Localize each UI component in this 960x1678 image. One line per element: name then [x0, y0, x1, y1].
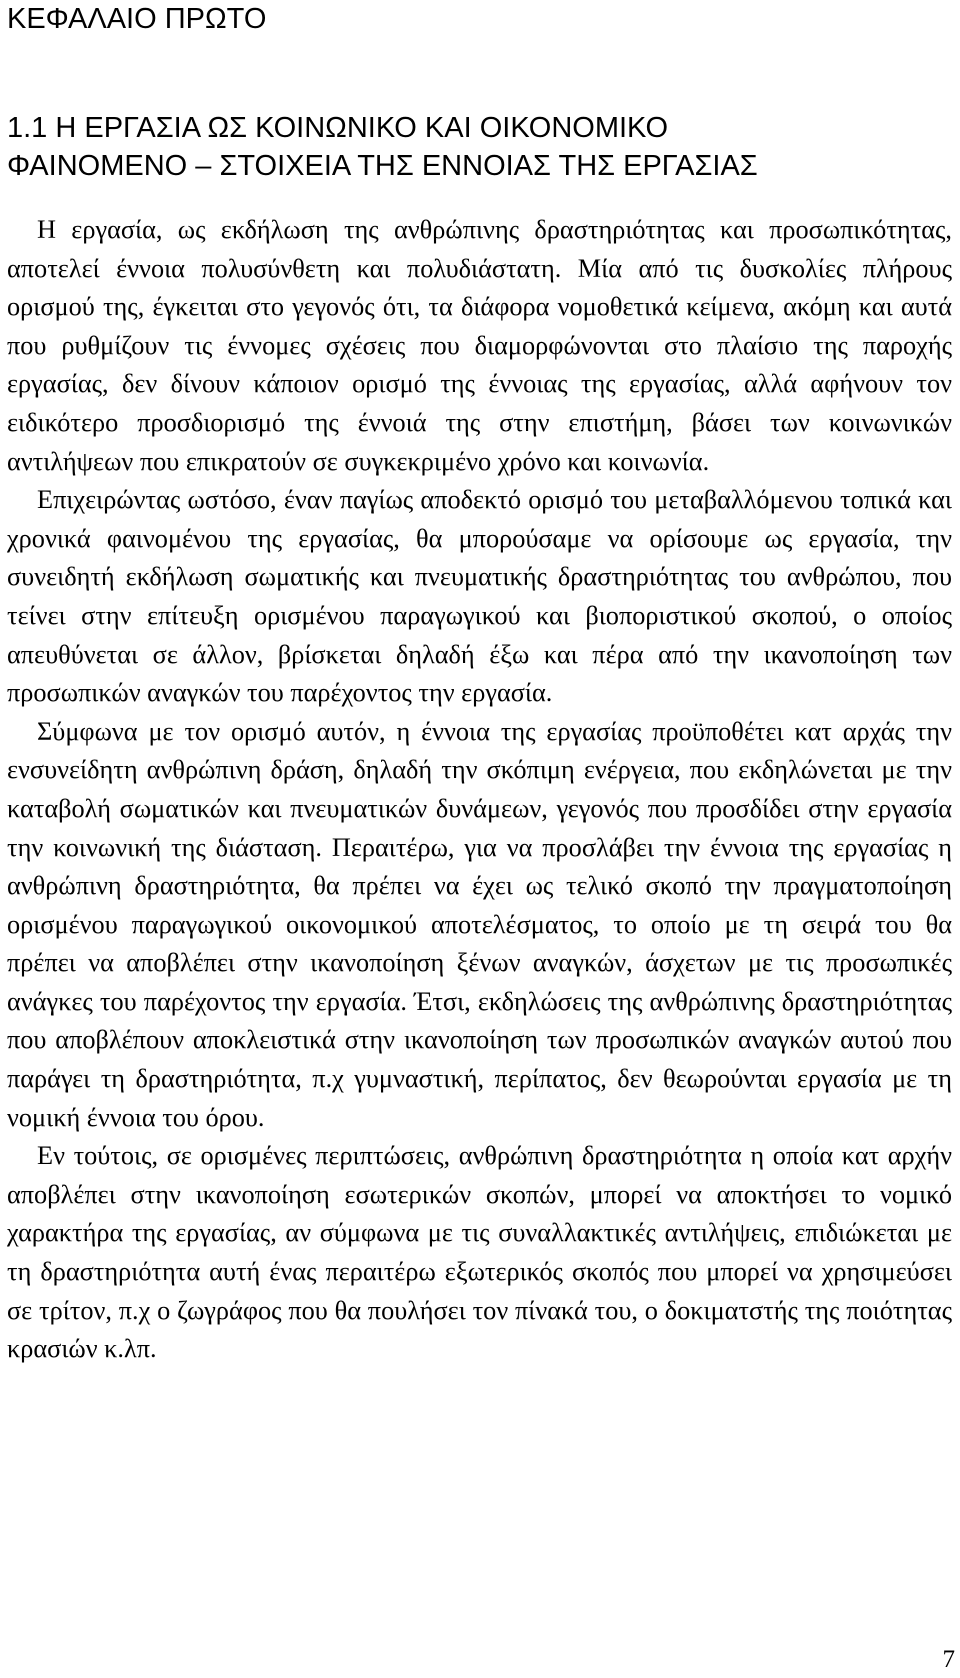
chapter-title: ΚΕΦΑΛΑΙΟ ΠΡΩΤΟ — [7, 3, 267, 35]
paragraph-1: Η εργασία, ως εκδήλωση της ανθρώπινης δραστηριότητας και προσωπικότητας, αποτελεί έννοια πολυσύνθετη και πολυδιάστατη. Μία από τις δυσκολίες πλήρους ορισμού της, έγκειται στο γεγονός ότι, τα διάφορα νομοθετικά κείμενα, ακόμη και αυτά που ρυθμίζουν τις έννομες σχέσεις που διαμορφώνονται στο πλαίσιο της παροχής εργασίας, δεν δίνουν κάποιον ορισμό της έννοιας της εργασίας, αλλά αφήνουν τον ειδικότερο προσδιορισμό της έννοιά της στην επιστήμη, βάσει των κοινωνικών αντιλήψεων που επικρατούν σε συγκεκριμένο χρόνο και κοινωνία. — [7, 215, 952, 476]
paragraph-2: Επιχειρώντας ωστόσο, έναν παγίως αποδεκτό ορισμό του μεταβαλλόμενου τοπικά και χρονικά φαινομένου της εργασίας, θα μπορούσαμε να ορίσουμε ως εργασία, την συνειδητή εκδήλωση σωματικής και πνευματικής δραστηριότητας του ανθρώπου, που τείνει στην επίτευξη ορισμένου παραγωγικού και βιοποριστικού σκοπού, ο οποίος απευθύνεται σε άλλον, βρίσκεται δηλαδή έξω και πέρα από την ικανοποίηση των προσωπικών αναγκών του παρέχοντος την εργασία. — [7, 485, 952, 708]
section-heading-line-1: 1.1 Η ΕΡΓΑΣΙΑ ΩΣ ΚΟΙΝΩΝΙΚΟ ΚΑΙ ΟΙΚΟΝΟΜΙΚΟ — [7, 112, 669, 144]
page-number: 7 — [942, 1646, 955, 1673]
body-text — [7, 211, 952, 1369]
section-heading — [7, 109, 952, 185]
section-heading-line-2: ΦΑΙΝΟΜΕΝΟ – ΣΤΟΙΧΕΙΑ ΤΗΣ ΕΝΝΟΙΑΣ ΤΗΣ ΕΡΓΑΣΙΑΣ — [7, 150, 758, 182]
paragraph-3: Σύμφωνα με τον ορισμό αυτόν, η έννοια της εργασίας προϋποθέτει κατ αρχάς την ενσυνείδητη ανθρώπινη δράση, δηλαδή την σκόπιμη ενέργεια, που εκδηλώνεται με την καταβολή σωματικών και πνευματικών δυνάμεων, γεγονός που προσδίδει στην εργασία την κοινωνική της διάσταση. Περαιτέρω, για να προσλάβει την έννοια της εργασίας η ανθρώπινη δραστηριότητα, θα πρέπει να έχει ως τελικό σκοπό την πραγματοποίηση ορισμένου παραγωγικού οικονομικού αποτελέσματος, το οποίο με τη σειρά του θα πρέπει να αποβλέπει στην ικανοποίηση ξένων αναγκών, άσχετων με τις προσωπικές ανάγκες του παρέχοντος την εργασία. Έτσι, εκδηλώσεις της ανθρώπινης δραστηριότητας που αποβλέπουν αποκλειστικά στην ικανοποίηση των προσωπικών αναγκών αυτού που παράγει τη δραστηριότητα, π.χ γυμναστική, περίπατος, δεν θεωρούνται εργασία με τη νομική έννοια του όρου. — [7, 716, 952, 1132]
paragraph-4: Εν τούτοις, σε ορισμένες περιπτώσεις, ανθρώπινη δραστηριότητα η οποία κατ αρχήν αποβλέπει στην ικανοποίηση εσωτερικών σκοπών, μπορεί να αποκτήσει το νομικό χαρακτήρα της εργασίας, αν σύμφωνα με τις συναλλακτικές αντιλήψεις, επιδιώκεται με τη δραστηριότητα αυτή ένας περαιτέρω εξωτερικός σκοπός που μπορεί να χρησιμεύσει σε τρίτον, π.χ ο ζωγράφος που θα πουλήσει τον πίνακά του, ο δοκιματστής της ποιότητας κρασιών κ.λπ. — [7, 1141, 952, 1364]
